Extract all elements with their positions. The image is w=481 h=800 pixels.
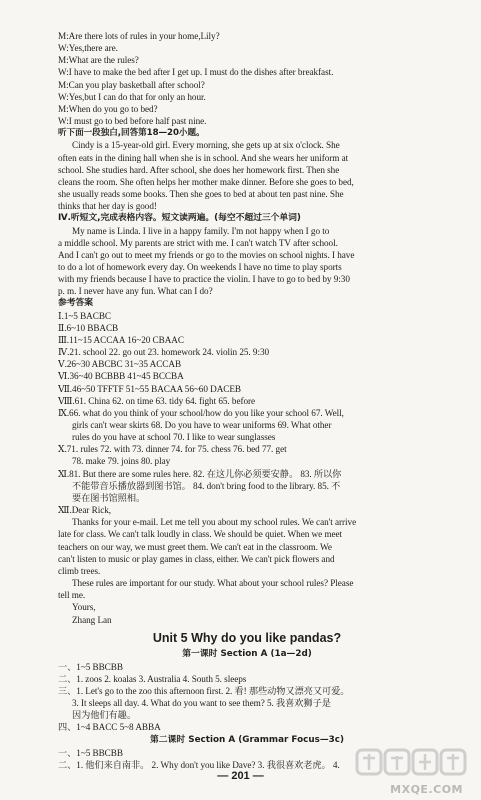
text-line: 78. make 79. joins 80. play [72,456,171,467]
text-line: Ⅶ.46~50 TFFTF 51~55 BACAA 56~60 DACEB [58,383,242,394]
text-line: thinks that her day is good! [58,201,157,212]
text-line: can't listen to music or play games in class, either. We can't pick flowers and [58,553,335,564]
lesson-1-answers [58,661,436,734]
text-line: 二、1. 他们来自南非。 2. Why don't you like Dave? 3. 我很喜欢老虎。 4. [58,759,340,770]
watermark-url: MXQE.COM [390,783,463,796]
text-line: Ⅱ.6~10 BBACB [58,322,119,333]
text-line: Ⅻ.Dear Rick, [58,505,112,516]
text-line: a middle school. My parents are strict with me. I can't watch TV after school. [58,237,338,248]
text-line: M:What are the rules? [58,55,139,66]
page-number: — 201 — [217,770,264,782]
text-line: 一、1~5 BBCBB [58,747,123,758]
text-line: My name is Linda. I live in a happy family. I'm not happy when I go to [72,225,330,236]
text-line: W:Yes,there are. [58,43,118,54]
text-line: with my friends because I have to practice the violin. I have to go to bed by 9:30 [58,274,350,285]
text-line: Yours, [72,602,96,613]
text-line: Ⅲ.11~15 ACCAA 16~20 CBAAC [58,334,184,345]
text-line: 二、1. zoos 2. koalas 3. Australia 4. South 5. sleeps [58,673,247,684]
text-line: climb trees. [58,565,101,576]
text-line: 四、1~4 BACC 5~8 ABBA [58,722,161,733]
text-line: late for class. We can't talk loudly in class. We should be quiet. When we meet [58,529,343,540]
text-line: Ⅳ.21. school 22. go out 23. homework 24. violin 25. 9:30 [58,347,270,358]
text-line: W:Yes,but I can do that for only an hour. [58,91,206,102]
text-line: 三、1. Let's go to the zoo this afternoon first. 2. 看! 那些动物又漂亮又可爱。 [58,685,350,696]
text-line: Ⅳ.听短文,完成表格内容。短文读两遍。(每空不超过三个单词) [58,213,301,224]
text-line: M:Are there lots of rules in your home,Lily? [58,31,220,41]
text-line: Cindy is a 15-year-old girl. Every morning, she gets up at six o'clock. She [72,140,340,151]
text-line: Zhang Lan [72,614,112,625]
text-line: W:I must go to bed before half past nine. [58,116,207,127]
text-line: teachers on our way, we must greet them. We can't eat in the classroom. We [58,541,332,552]
text-line: to do a lot of homework every day. On weekends I have no time to play sports [58,261,342,272]
text-line: W:I have to make the bed after I get up. I must do the dishes after breakfast. [58,67,334,78]
text-line: tell me. [58,590,86,601]
text-line: school. She studies hard. After school, she does her homework first. Then she [58,164,340,175]
text-line: Ⅰ.1~5 BACBC [58,310,111,321]
text-line: 要在图书馆照相。 [72,492,146,503]
text-line: 3. It sleeps all day. 4. What do you want to see them? 5. 我喜欢狮子是 [72,698,331,709]
text-line: Ⅴ.26~30 ABCBC 31~35 ACCAB [58,359,182,370]
text-line: cleans the room. She often helps her mother make dinner. Before she goes to bed, [58,176,354,187]
unit-title: Unit 5 Why do you like pandas? [152,630,342,645]
text-line: M:Can you play basketball after school? [58,79,205,90]
text-line: Thanks for your e-mail. Let me tell you about my school rules. We can't arrive [72,517,357,528]
text-line: p. m. I never have any fun. What can I do? [58,286,213,297]
text-line: M:When do you go to bed? [58,103,158,114]
dialogue-and-answers [58,30,436,626]
text-line: Ⅵ.36~40 BCBBB 41~45 BCCBA [58,371,184,382]
text-line: 听下面一段独白,回答第18—20小题。 [58,128,205,139]
text-line: often eats in the dining hall when she is in school. And she wears her uniform at [58,152,349,163]
text-line: These rules are important for our study. What about your school rules? Please [72,578,354,589]
page-content [58,30,436,771]
text-line: she usually reads some books. Then she goes to bed at about ten past nine. She [58,189,344,200]
text-line: Ⅸ.66. what do you think of your school/how do you like your school 67. Well, [58,407,344,418]
text-line: And I can't go out to meet my friends or go to the movies on school nights. I have [58,249,355,260]
text-line: girls can't wear skirts 68. Do you have to wear uniforms 69. What other [72,420,332,430]
text-line: Ⅷ.61. China 62. on time 63. tidy 64. fight 65. before [58,395,256,406]
lesson-2-heading: 第二课时 Section A (Grammar Focus—3c) [150,734,344,745]
text-line: 不能带音乐播放器到图书馆。 84. don't bring food to the library. 85. 不 [72,480,341,491]
lesson-1-heading: 第一课时 Section A (1a—2d) [182,648,312,659]
text-line: 一、1~5 BBCBB [58,661,123,672]
text-line: 参考答案 [58,298,93,309]
text-line: Ⅺ.81. But there are some rules here. 82. 在这儿你必须要安静。 83. 所以你 [58,468,342,479]
text-line: 因为他们有趣。 [72,710,136,721]
text-line: rules do you have at school 70. I like to wear sunglasses [72,432,276,443]
text-line: Ⅹ.71. rules 72. with 73. dinner 74. for 75. chess 76. bed 77. get [58,444,287,455]
